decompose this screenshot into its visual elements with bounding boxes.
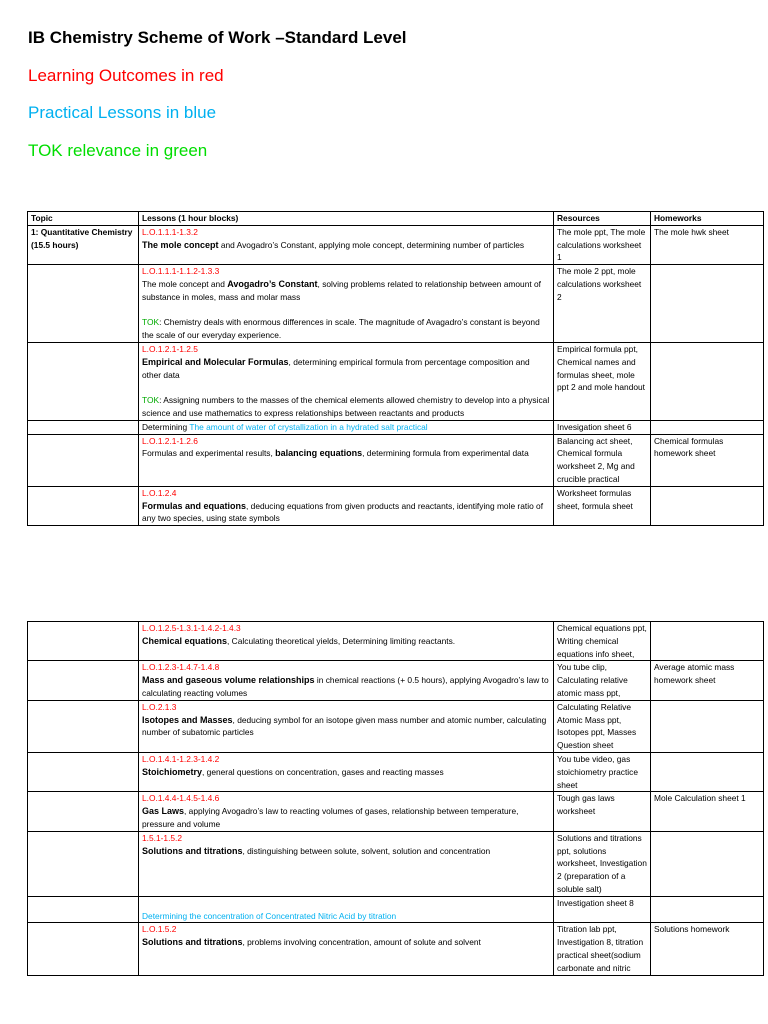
topic-cell — [28, 420, 139, 434]
table-row — [28, 434, 764, 486]
resources-cell: Solutions and titrations ppt, solutions worksheet, Investigation 2 (preparation of a soluble salt) — [554, 831, 651, 896]
lesson-text: , problems involving concentration, amount of solute and solvent — [242, 937, 481, 948]
tok-label: TOK — [142, 395, 160, 406]
tok-note — [142, 316, 550, 342]
lesson-topic: balancing equations — [275, 448, 363, 459]
lesson-description — [142, 278, 550, 304]
resources-cell: You tube clip, Calculating relative atomic mass ppt, — [554, 661, 651, 700]
lesson-cell — [139, 265, 554, 343]
lesson-description — [142, 845, 550, 858]
homework-cell: The mole hwk sheet — [651, 225, 764, 264]
table-row — [28, 420, 764, 434]
topic-cell — [28, 831, 139, 896]
topic-cell — [28, 486, 139, 525]
resources-cell: Calculating Relative Atomic Mass ppt, Isotopes ppt, Masses Question sheet — [554, 700, 651, 752]
lesson-text: and Avogadro’s Constant, applying mole concept, determining number of particles — [218, 239, 525, 250]
topic-cell — [28, 265, 139, 343]
lesson-topic: Isotopes and Masses — [142, 714, 233, 725]
homework-cell — [651, 486, 764, 525]
resources-cell: The mole 2 ppt, mole calculations worksheet 2 — [554, 265, 651, 343]
lesson-cell — [139, 420, 554, 434]
lesson-text-pre: The mole concept and — [142, 278, 228, 289]
resources-cell: Tough gas laws worksheet — [554, 792, 651, 831]
lesson-description — [142, 356, 550, 382]
header-resources: Resources — [554, 212, 651, 226]
homework-cell — [651, 342, 764, 420]
lesson-text-pre: Formulas and experimental results, — [142, 448, 276, 459]
lesson-description — [142, 936, 550, 949]
resources-cell: Worksheet formulas sheet, formula sheet — [554, 486, 651, 525]
table-row — [28, 700, 764, 752]
table-row — [28, 342, 764, 420]
learning-outcome: L.O.1.4.4-1.4.5-1.4.6 — [142, 793, 220, 804]
resources-cell: Invesigation sheet 6 — [554, 420, 651, 434]
tok-note — [142, 394, 550, 420]
learning-outcome: L.O.1.4.1-1.2.3-1.4.2 — [142, 753, 220, 764]
learning-outcome: L.O.2.1.3 — [142, 701, 177, 712]
lesson-topic: Solutions and titrations — [142, 937, 243, 948]
lesson-cell — [139, 622, 554, 661]
homework-cell: Chemical formulas homework sheet — [651, 434, 764, 486]
legend-tok-relevance: TOK relevance in green — [28, 141, 208, 160]
topic-cell: 1: Quantitative Chemistry (15.5 hours) — [28, 225, 139, 264]
topic-cell — [28, 622, 139, 661]
scheme-table-1 — [27, 211, 764, 526]
lesson-text: , distinguishing between solute, solvent, solution and concentration — [242, 845, 491, 856]
topic-cell — [28, 896, 139, 923]
lesson-topic: The mole concept — [142, 239, 219, 250]
lesson-cell — [139, 792, 554, 831]
header-topic: Topic — [28, 212, 139, 226]
homework-cell — [651, 752, 764, 791]
learning-outcome: L.O.1.2.1-1.2.6 — [142, 435, 198, 446]
tok-label: TOK — [142, 317, 160, 328]
homework-cell — [651, 420, 764, 434]
resources-cell: Empirical formula ppt, Chemical names and formulas sheet, mole ppt 2 and mole handout — [554, 342, 651, 420]
lesson-topic: Solutions and titrations — [142, 845, 243, 856]
tok-text: : Assigning numbers to the masses of the chemical elements allowed chemistry to develop into a physical science and use mathematics to express relationships between reactants and products — [142, 395, 550, 418]
lesson-topic: Empirical and Molecular Formulas — [142, 356, 289, 367]
lesson-cell — [139, 752, 554, 791]
lesson-text: , solving problems related to relationship between amount of substance in moles, mass and molar mass — [142, 278, 542, 302]
lesson-text: , deducing symbol for an isotope given mass number and atomic number, calculating number of subatomic particles — [142, 714, 547, 738]
lesson-description — [142, 766, 550, 779]
learning-outcome: L.O.1.5.2 — [142, 924, 177, 935]
topic-cell — [28, 752, 139, 791]
lesson-text: , general questions on concentration, gases and reacting masses — [202, 766, 444, 777]
table-row — [28, 486, 764, 525]
lesson-text: in chemical reactions (+ 0.5 hours), applying Avogadro’s law to calculating reacting volumes — [142, 675, 549, 698]
lesson-text: , Calculating theoretical yields, Determining limiting reactants. — [227, 635, 456, 646]
header-homeworks: Homeworks — [651, 212, 764, 226]
lesson-description — [142, 239, 550, 252]
table-row — [28, 831, 764, 896]
lesson-cell — [139, 831, 554, 896]
topic-cell — [28, 792, 139, 831]
document-title: IB Chemistry Scheme of Work –Standard Level — [28, 28, 407, 47]
lesson-description — [142, 447, 550, 460]
lesson-description — [142, 714, 550, 740]
tok-text: : Chemistry deals with enormous differences in scale. The magnitude of Avagadro’s constant is beyond the scale of our everyday experience. — [142, 317, 540, 341]
table-row — [28, 792, 764, 831]
resources-cell: Titration lab ppt, Investigation 8, titration practical sheet(sodium carbonate and nitric — [554, 923, 651, 975]
resources-cell: Balancing act sheet, Chemical formula worksheet 2, Mg and crucible practical — [554, 434, 651, 486]
lesson-description — [142, 500, 550, 526]
lesson-text: , determining empirical formula from percentage composition and other data — [142, 356, 530, 380]
topic-cell — [28, 923, 139, 975]
learning-outcome: L.O.1.2.3-1.4.7-1.4.8 — [142, 662, 220, 673]
lesson-cell — [139, 434, 554, 486]
table-row — [28, 896, 764, 923]
homework-cell — [651, 700, 764, 752]
homework-cell — [651, 896, 764, 923]
lesson-text: , applying Avogadro’s law to reacting volumes of gases, relationship between temperature, pressure and volume — [142, 806, 519, 829]
table-header-row — [28, 212, 764, 226]
learning-outcome: L.O.1.2.4 — [142, 487, 177, 498]
table-row — [28, 622, 764, 661]
learning-outcome: 1.5.1-1.5.2 — [142, 832, 183, 843]
topic-cell — [28, 434, 139, 486]
resources-cell: You tube video, gas stoichiometry practice sheet — [554, 752, 651, 791]
learning-outcome: L.O.1.1.1-1.3.2 — [142, 226, 198, 237]
lesson-text: , deducing equations from given products and reactants, identifying mole ratio of any two species, using state symbols — [142, 500, 544, 524]
table-row — [28, 923, 764, 975]
legend-learning-outcomes: Learning Outcomes in red — [28, 66, 224, 85]
lesson-cell — [139, 486, 554, 525]
homework-cell — [651, 831, 764, 896]
homework-cell: Solutions homework — [651, 923, 764, 975]
homework-cell: Mole Calculation sheet 1 — [651, 792, 764, 831]
learning-outcome: L.O.1.2.1-1.2.5 — [142, 343, 198, 354]
lesson-topic: Gas Laws — [142, 806, 185, 817]
learning-outcome: L.O.1.1.1-1.1.2-1.3.3 — [142, 266, 220, 277]
table-row — [28, 265, 764, 343]
lesson-cell — [139, 225, 554, 264]
lesson-description — [142, 805, 550, 831]
practical-lesson: The amount of water of crystallization in a hydrated salt practical — [189, 421, 428, 432]
resources-cell: Investigation sheet 8 — [554, 896, 651, 923]
table-row — [28, 225, 764, 264]
lesson-topic: Mass and gaseous volume relationships — [142, 675, 315, 686]
practical-lesson: Determining the concentration of Concentrated Nitric Acid by titration — [142, 910, 397, 921]
homework-cell — [651, 622, 764, 661]
learning-outcome: L.O.1.2.5-1.3.1-1.4.2-1.4.3 — [142, 623, 241, 633]
topic-cell — [28, 700, 139, 752]
lesson-topic: Stoichiometry — [142, 766, 203, 777]
lesson-description — [142, 635, 550, 648]
homework-cell — [651, 265, 764, 343]
resources-cell: Chemical equations ppt, Writing chemical equations info sheet, — [554, 622, 651, 661]
topic-cell — [28, 342, 139, 420]
legend-practical-lessons: Practical Lessons in blue — [28, 103, 217, 122]
header-lessons: Lessons (1 hour blocks) — [139, 212, 554, 226]
lesson-text-pre: Determining — [142, 421, 190, 432]
resources-cell: The mole ppt, The mole calculations worksheet 1 — [554, 225, 651, 264]
table-row — [28, 661, 764, 700]
lesson-description — [142, 674, 550, 700]
lesson-cell — [139, 923, 554, 975]
lesson-cell — [139, 342, 554, 420]
lesson-topic: Chemical equations — [142, 635, 228, 646]
homework-cell: Average atomic mass homework sheet — [651, 661, 764, 700]
lesson-text: , determining formula from experimental data — [362, 448, 529, 459]
lesson-cell — [139, 896, 554, 923]
lesson-cell — [139, 661, 554, 700]
lesson-topic: Avogadro’s Constant — [227, 278, 318, 289]
lesson-topic: Formulas and equations — [142, 500, 247, 511]
scheme-table-2 — [27, 621, 764, 976]
lesson-cell — [139, 700, 554, 752]
table-row — [28, 752, 764, 791]
topic-cell — [28, 661, 139, 700]
